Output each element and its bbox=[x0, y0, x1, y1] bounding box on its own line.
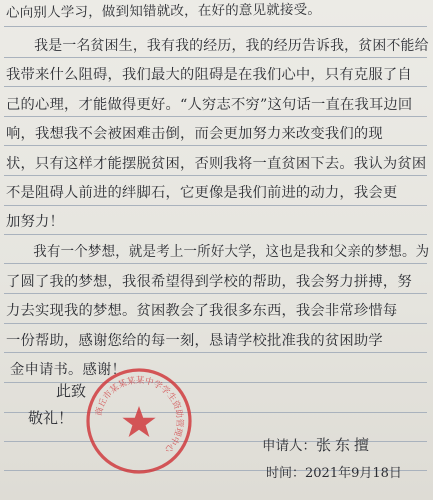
letter-date: 时间：2021年9月18日 bbox=[266, 466, 402, 481]
ruled-line bbox=[4, 57, 427, 58]
ruled-line bbox=[4, 116, 427, 117]
ruled-line bbox=[4, 293, 427, 294]
letter-line: 我是一名贫困生，我有我的经历，我的经历告诉我，贫困不能给 bbox=[6, 38, 429, 54]
letter-line: 了圆了我的梦想，我很希望得到学校的帮助，我会努力拼搏，努 bbox=[6, 274, 412, 290]
stamp-text: 商丘市某某某某中学学生资助管理中心 bbox=[94, 375, 185, 455]
letter-line: 金申请书。感谢！ bbox=[10, 362, 126, 378]
letter-line: 加努力！ bbox=[6, 214, 64, 230]
letter-line: 力去实现我的梦想。贫困教会了我很多东西，我会非常珍惜每 bbox=[6, 303, 398, 319]
closing-regards: 敬礼！ bbox=[28, 409, 74, 427]
ruled-line bbox=[4, 175, 427, 176]
ruled-line bbox=[4, 26, 427, 27]
applicant-signature bbox=[262, 434, 373, 455]
letter-line: 响，我想我不会被困难击倒，而会更加努力来改变我们的现 bbox=[6, 126, 383, 142]
closing-salutation: 此致 bbox=[56, 382, 87, 400]
applicant-label: 申请人： bbox=[262, 438, 316, 454]
ruled-line bbox=[4, 234, 427, 235]
ruled-line bbox=[4, 263, 427, 264]
letter-line: 我带来什么阻碍，我们最大的阻碍是在我们心中，只有克服了自 bbox=[6, 67, 412, 83]
official-stamp bbox=[84, 366, 194, 476]
letter-line: 己的心理，才能做得更好。“人穷志不穷”这句话一直在我耳边回 bbox=[6, 97, 413, 113]
letter-line: 不是阻碍人前进的绊脚石，它更像是我们前进的动力，我会更 bbox=[6, 185, 398, 201]
star-icon bbox=[122, 406, 155, 437]
letter-line: 一份帮助，感谢您给的每一刻，恳请学校批准我的贫困助学 bbox=[6, 333, 383, 349]
applicant-name: 张东擅 bbox=[316, 436, 374, 454]
letter-line: 状，只有这样才能摆脱贫困，否则我将一直贫困下去。我认为贫困 bbox=[6, 156, 427, 172]
ruled-line bbox=[4, 352, 427, 353]
ruled-line bbox=[4, 86, 427, 87]
letter-line: 心向别人学习，做到知错就改，在好的意见就接受。 bbox=[5, 1, 322, 21]
ruled-line bbox=[4, 145, 427, 146]
ruled-line bbox=[4, 205, 427, 206]
ruled-line bbox=[4, 323, 427, 324]
letter-line: 我有一个梦想，就是考上一所好大学，这也是我和父亲的梦想。为 bbox=[6, 244, 430, 260]
